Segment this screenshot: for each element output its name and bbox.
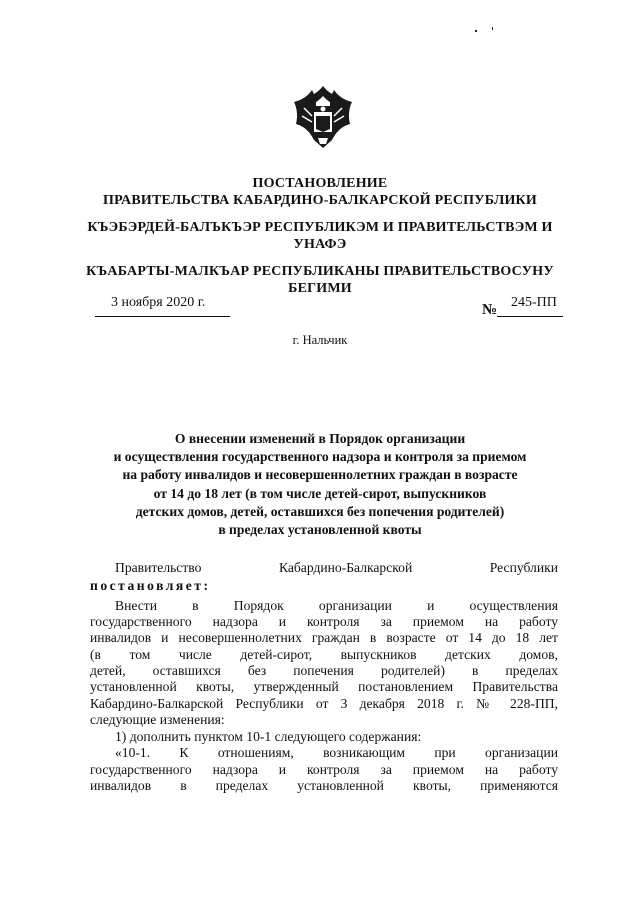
quote-line: инвалидов в пределах установленной квоты, применяются bbox=[90, 778, 558, 793]
date-underline bbox=[95, 316, 230, 317]
quote-line: государственного надзора и контроля за приемом на работу bbox=[90, 762, 558, 777]
intro-word: Кабардино-Балкарской bbox=[278, 560, 413, 575]
body-line: следующие изменения: bbox=[90, 712, 225, 727]
coat-of-arms-emblem bbox=[290, 82, 356, 152]
issuer-kbd-line1: КЪЭБЭРДЕЙ-БАЛЪКЪЭР РЕСПУБЛИКЭМ И ПРАВИТЕЛЬСТВЭМ И bbox=[87, 220, 553, 235]
title-line: от 14 до 18 лет (в том числе детей-сирот, выпускников bbox=[153, 486, 487, 501]
body-line: Кабардино-Балкарской Республики от 3 декабря 2018 г. № 228-ПП, bbox=[90, 696, 558, 711]
number-label: № bbox=[482, 302, 498, 318]
body-line: установленной квоты, утвержденный постановлением Правительства bbox=[90, 679, 558, 694]
quote-line: «10-1. К отношениям, возникающим при организации bbox=[115, 745, 558, 760]
intro-word: Республики bbox=[489, 560, 558, 575]
title-line: в пределах установленной квоты bbox=[218, 522, 422, 537]
number-underline bbox=[497, 316, 563, 317]
scan-speck bbox=[492, 27, 493, 30]
title-line: детских домов, детей, оставшихся без попечения родителей) bbox=[135, 504, 505, 519]
intro-word: Правительство bbox=[115, 560, 202, 575]
body-line: государственного надзора и контроля за приемом на работу bbox=[90, 614, 558, 629]
issuer-kbd-line2: УНАФЭ bbox=[293, 237, 347, 252]
item-1: 1) дополнить пунктом 10-1 следующего содержания: bbox=[115, 729, 422, 744]
resolves-keyword: постановляет: bbox=[90, 578, 211, 593]
decision-number: 245-ПП bbox=[511, 295, 557, 310]
title-line: на работу инвалидов и несовершеннолетних граждан в возрасте bbox=[122, 467, 518, 482]
city: г. Нальчик bbox=[292, 333, 348, 347]
body-line: детей, оставшихся без попечения родителей) в пределах bbox=[90, 663, 558, 678]
decision-date: 3 ноября 2020 г. bbox=[111, 295, 206, 310]
title-line: и осуществления государственного надзора и контроля за приемом bbox=[113, 449, 527, 464]
doc-type: ПОСТАНОВЛЕНИЕ bbox=[252, 176, 388, 191]
intro-line bbox=[115, 560, 558, 576]
title-line: О внесении изменений в Порядок организации bbox=[174, 431, 466, 446]
issuer-krc-line1: КЪАБАРТЫ-МАЛКЪАР РЕСПУБЛИКАНЫ ПРАВИТЕЛЬСТВОСУНУ bbox=[86, 264, 554, 279]
issuer-krc-line2: БЕГИМИ bbox=[288, 281, 352, 296]
body-line: Внести в Порядок организации и осуществления bbox=[115, 598, 558, 613]
scan-speck bbox=[475, 30, 477, 32]
body-line: (в том числе детей-сирот, выпускников детских домов, bbox=[90, 647, 558, 662]
issuer-ru: ПРАВИТЕЛЬСТВА КАБАРДИНО-БАЛКАРСКОЙ РЕСПУБЛИКИ bbox=[102, 193, 538, 208]
body-line: инвалидов и несовершеннолетних граждан в возрасте от 14 до 18 лет bbox=[90, 630, 558, 645]
